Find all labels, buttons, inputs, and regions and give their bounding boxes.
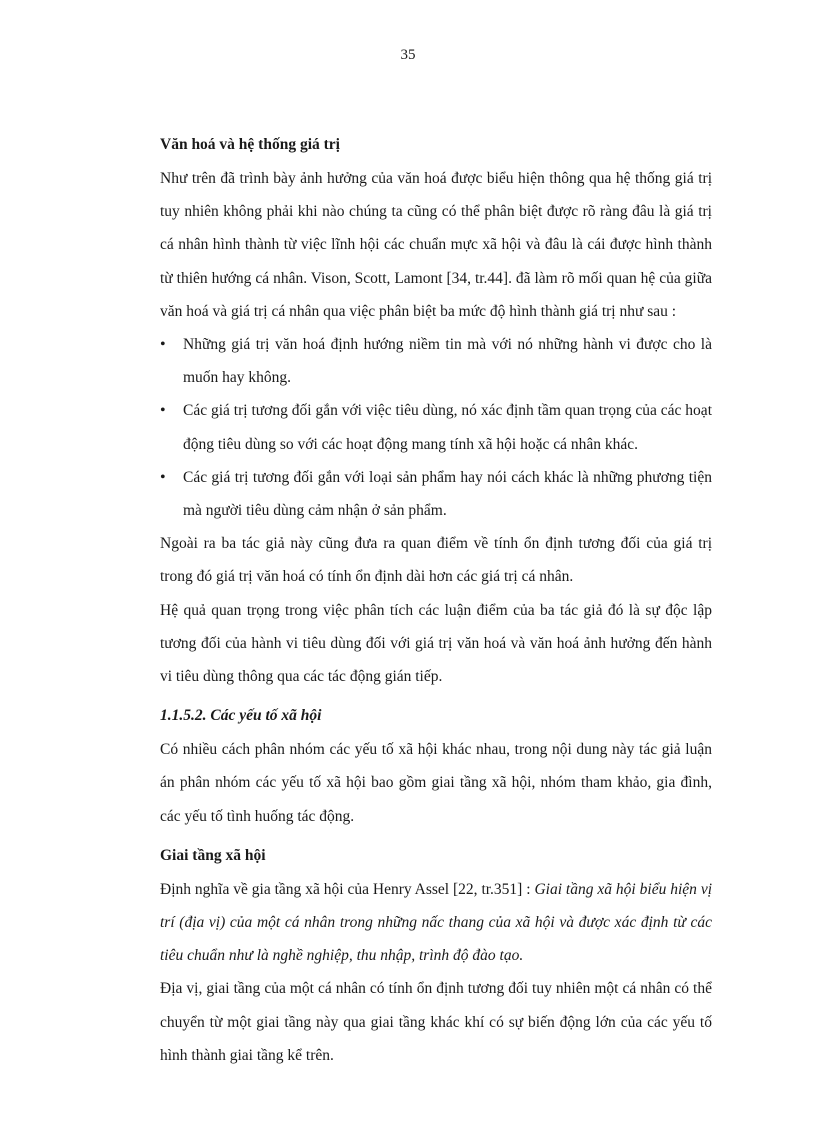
list-item: • Các giá trị tương đối gắn với việc tiêu dùng, nó xác định tầm quan trọng của các hoạt động tiêu dùng so với các hoạt động mang tính xã hội hoặc cá nhân khác.	[160, 394, 712, 460]
list-item: • Các giá trị tương đối gắn với loại sản phẩm hay nói cách khác là những phương tiện mà người tiêu dùng cảm nhận ở sản phẩm.	[160, 461, 712, 527]
page-content	[160, 128, 712, 1072]
paragraph-values-stability: Ngoài ra ba tác giả này cũng đưa ra quan điểm về tính ổn định tương đối của giá trị trong đó giá trị văn hoá có tính ổn định dài hơn các giá trị cá nhân.	[160, 535, 712, 586]
definition-quote: Giai tầng xã hội biểu hiện vị trí (địa vị) của một cá nhân trong những nấc thang của xã hội và được xác định từ các tiêu chuẩn như là nghề nghiệp, thu nhập, trình độ đào tạo.	[160, 880, 713, 965]
section-heading-values: Văn hoá và hệ thống giá trị	[160, 136, 340, 153]
paragraph-values-intro: Như trên đã trình bày ảnh hưởng của văn hoá được biểu hiện thông qua hệ thống giá trị tuy nhiên không phải khi nào chúng ta cũng có thể phân biệt được rõ ràng đâu là giá trị cá nhân hình thành từ việc lĩnh hội các chuẩn mực xã hội và đâu là cái được hình thành từ thiên hướng cá nhân. Vison, Scott, Lamont [34, tr.44]. đã làm rõ mối quan hệ của giữa văn hoá và giá trị cá nhân qua việc phân biệt ba mức độ hình thành giá trị như sau :	[160, 170, 712, 320]
paragraph-values-consequence: Hệ quả quan trọng trong việc phân tích các luận điểm của ba tác giả đó là sự độc lập tương đối của hành vi tiêu dùng đối với giá trị văn hoá và văn hoá ảnh hưởng đến hành vi tiêu dùng thông qua các tác động gián tiếp.	[160, 601, 712, 686]
paragraph-social-class-mobility: Địa vị, giai tầng của một cá nhân có tính ổn định tương đối tuy nhiên một cá nhân có thể chuyển từ một giai tầng này qua giai tầng khác khí có sự biến động lớn của các yếu tố hình thành giai tầng kể trên.	[160, 980, 712, 1064]
definition-lead: Định nghĩa về gia tầng xã hội của Henry Assel [22, tr.351] :	[160, 880, 535, 898]
value-levels-list	[160, 328, 712, 527]
page-number: 35	[400, 47, 416, 63]
paragraph-social-class-definition	[160, 873, 712, 973]
section-heading-social-class: Giai tầng xã hội	[160, 846, 266, 864]
paragraph-social-factors: Có nhiều cách phân nhóm các yếu tố xã hội khác nhau, trong nội dung này tác giả luận án phân nhóm các yếu tố xã hội bao gồm giai tầng xã hội, nhóm tham khảo, gia đình, các yếu tố tình huống tác động.	[160, 741, 712, 825]
section-heading-social-factors: 1.1.5.2. Các yếu tố xã hội	[160, 707, 322, 725]
list-item: • Những giá trị văn hoá định hướng niềm tin mà với nó những hành vi được cho là muốn hay không.	[160, 328, 712, 394]
